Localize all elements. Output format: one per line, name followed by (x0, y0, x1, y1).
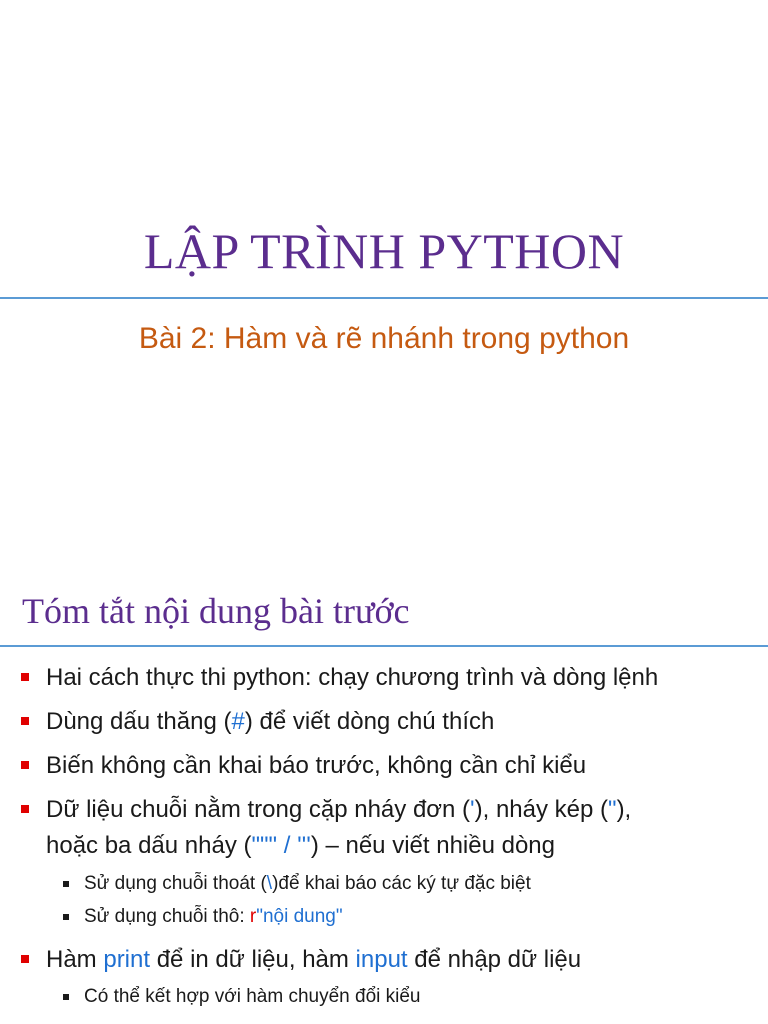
bullet-line-2 (46, 828, 631, 864)
bullet-text: ) để viết dòng chú thích (244, 708, 495, 735)
bullet-variables (46, 748, 586, 784)
hash-symbol: # (231, 708, 245, 735)
bullet-text: để in dữ liệu, hàm (150, 946, 356, 973)
bullet-print-input (46, 942, 581, 978)
bullet-comments (46, 704, 494, 740)
bullet-text: Hai cách thực thi python: chạy chương trình và dòng lệnh (46, 664, 659, 691)
bullet-strings (46, 792, 631, 864)
main-title: LẬP TRÌNH PYTHON (143, 223, 625, 279)
section-title: Tóm tắt nội dung bài trước (22, 591, 410, 631)
bullet-text: hoặc ba dấu nháy ( (46, 832, 252, 859)
bullet-text: ), (616, 796, 632, 823)
bullet-text: Hàm (46, 946, 104, 973)
bullet-run-modes (46, 660, 658, 696)
sub-text: Sử dụng chuỗi thô: (84, 906, 250, 927)
bullet-text: để nhập dữ liệu (407, 946, 582, 973)
double-quote-symbol: " (608, 796, 617, 823)
backslash-symbol: \ (266, 873, 273, 894)
bullet-text: ) – nếu viết nhiều dòng (310, 832, 555, 859)
subtitle: Bài 2: Hàm và rẽ nhánh trong python (138, 322, 630, 355)
sub-text: Sử dụng chuỗi thoát ( (84, 873, 267, 894)
sub-bullet-escape (84, 870, 531, 898)
summary-slide (0, 576, 768, 1024)
print-keyword: print (103, 946, 151, 973)
section-divider (0, 645, 768, 647)
sub-text: )để khai báo các ký tự đặc biệt (272, 873, 531, 894)
input-keyword: input (355, 946, 408, 973)
triple-quote-symbol: """ / ''' (251, 832, 311, 859)
title-divider (0, 297, 768, 299)
raw-prefix: r (249, 906, 257, 927)
raw-content: "nội dung" (256, 906, 343, 927)
bullet-text: Dữ liệu chuỗi nằm trong cặp nháy đơn ( (46, 796, 471, 823)
sub-bullet-type-conversion (84, 983, 421, 1011)
sub-text: Có thể kết hợp với hàm chuyển đổi kiểu (84, 986, 421, 1007)
bullet-text: Dùng dấu thăng ( (46, 708, 232, 735)
bullet-text: ), nháy kép ( (474, 796, 609, 823)
bullet-text: Biến không cần khai báo trước, không cần chỉ kiểu (46, 752, 587, 779)
single-quote-symbol: ' (470, 796, 475, 823)
sub-bullet-raw-string (84, 903, 343, 931)
